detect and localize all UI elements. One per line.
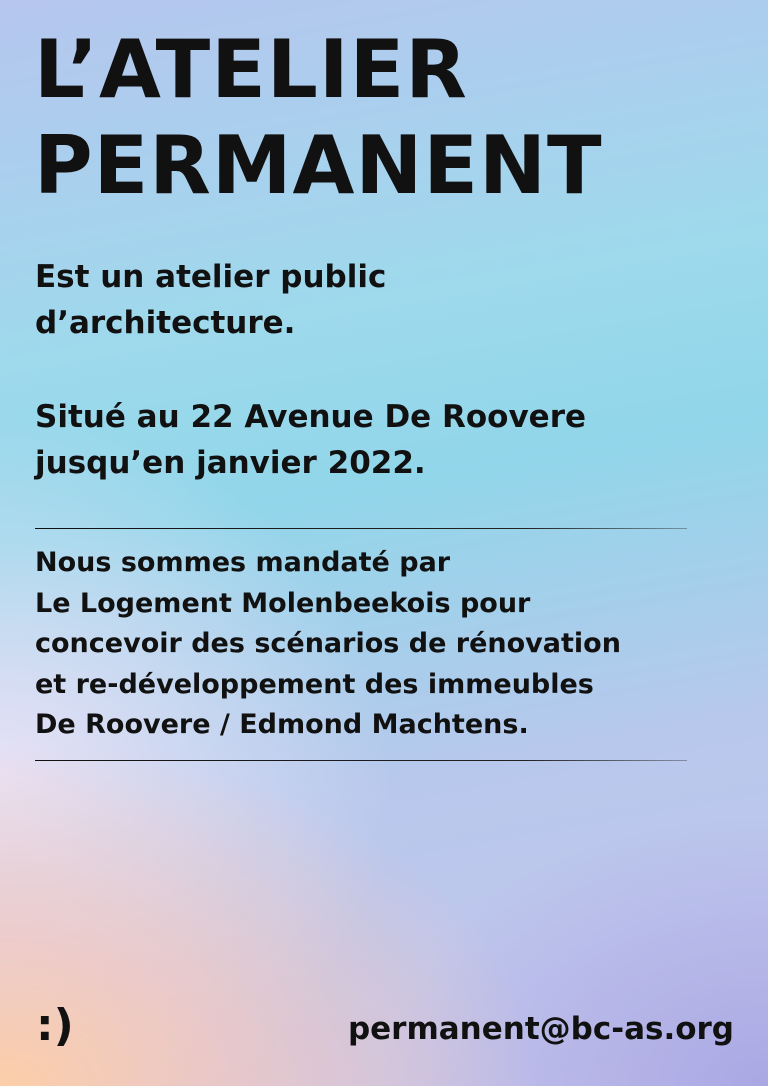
smiley-emoticon: :) bbox=[36, 1000, 74, 1051]
intro-line-1: Est un atelier public bbox=[35, 259, 387, 295]
intro-text bbox=[35, 254, 386, 346]
title-line-1: L’ATELIER bbox=[34, 23, 468, 116]
mandate-line-2: Le Logement Molenbeekois pour bbox=[35, 587, 531, 619]
mandate-line-3: concevoir des scénarios de rénovation bbox=[35, 628, 621, 659]
intro-line-2: d’architecture. bbox=[35, 305, 296, 341]
location-text bbox=[35, 394, 586, 486]
location-line-1: Situé au 22 Avenue De Roovere bbox=[35, 399, 587, 435]
mandate-line-4: et re-développement des immeubles bbox=[35, 668, 594, 700]
location-line-2: jusqu’en janvier 2022. bbox=[35, 445, 426, 481]
mandate-line-1: Nous sommes mandaté par bbox=[35, 547, 451, 578]
divider-top bbox=[35, 528, 687, 529]
divider-bottom bbox=[35, 760, 687, 761]
poster-title bbox=[34, 22, 603, 214]
title-line-2: PERMANENT bbox=[34, 119, 603, 212]
contact-email: permanent@bc-as.org bbox=[347, 1011, 734, 1047]
mandate-text bbox=[35, 543, 621, 746]
mandate-line-5: De Roovere / Edmond Machtens. bbox=[35, 709, 529, 740]
